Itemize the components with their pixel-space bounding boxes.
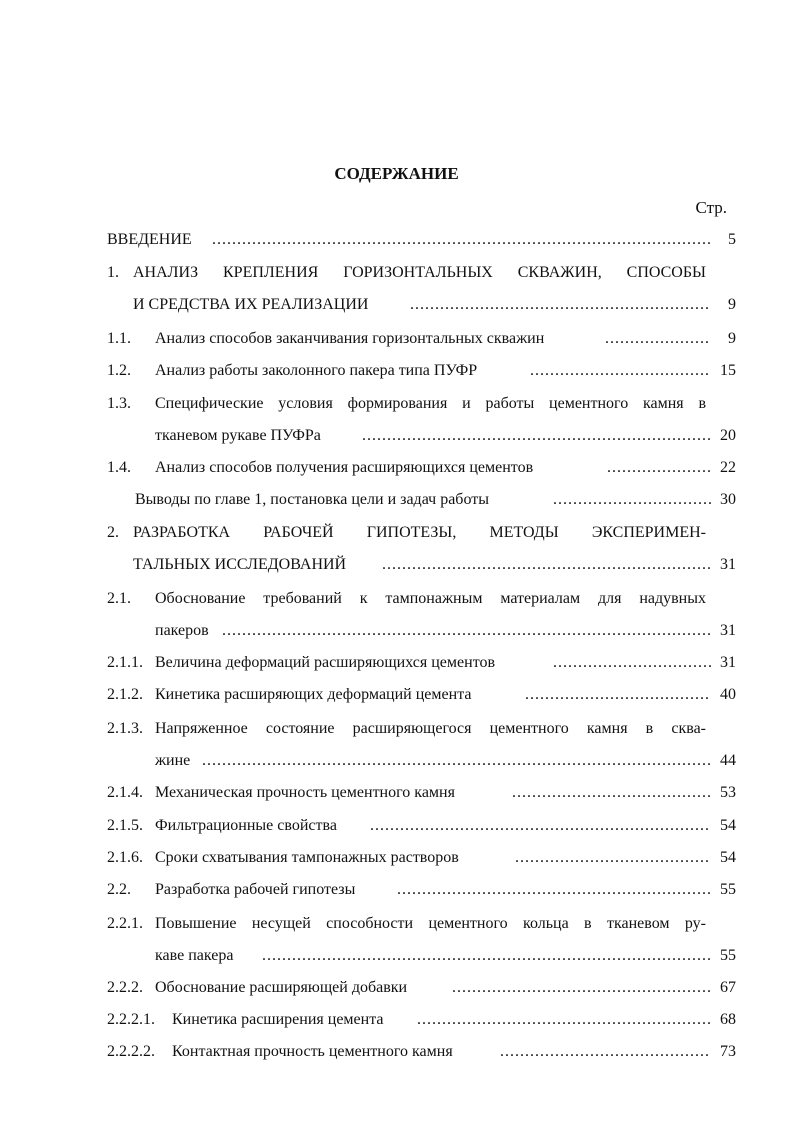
toc-entry-number: 2.1.3. <box>107 720 143 737</box>
toc-entry-number: 2.2.2.1. <box>107 1011 155 1028</box>
toc-leader <box>553 651 711 675</box>
toc-entry <box>0 651 793 675</box>
toc-entry <box>0 488 793 512</box>
toc-entry <box>0 878 793 902</box>
toc-leader <box>397 878 711 902</box>
toc-entry-text: Сроки схватывания тампонажных растворов <box>155 849 459 866</box>
toc-entry-number: 1.1. <box>107 330 131 347</box>
toc-entry-text: ТАЛЬНЫХ ИССЛЕДОВАНИЙ <box>133 556 347 573</box>
toc-entry-text: Анализ работы заколонного пакера типа ПУФР <box>155 362 478 379</box>
toc-entry-text: тканевом рукаве ПУФРа <box>155 427 321 444</box>
toc-entry-page: 31 <box>720 654 736 671</box>
toc-entry <box>0 327 793 351</box>
toc-entry-number: 2.1.5. <box>107 817 143 834</box>
toc-entry-page: 44 <box>720 752 736 769</box>
toc-entry-number: 2.1. <box>107 590 131 607</box>
toc-entry <box>0 424 793 448</box>
toc-entry <box>0 293 793 317</box>
toc-entry-number: 2.2.2. <box>107 979 143 996</box>
toc-entry-text: Анализ способов заканчивания горизонтальных скважин <box>155 330 545 347</box>
toc-entry-page: 40 <box>720 686 736 703</box>
toc-entry-text: Анализ способов получения расширяющихся цементов <box>155 459 534 476</box>
toc-entry <box>0 619 793 643</box>
toc-leader <box>607 456 711 480</box>
toc-entry-number: 2.1.4. <box>107 784 143 801</box>
toc-entry-text: Выводы по главе 1, постановка цели и задач работы <box>135 491 489 508</box>
toc-entry-text-line1: АНАЛИЗ КРЕПЛЕНИЯ ГОРИЗОНТАЛЬНЫХ СКВАЖИН, СПОСОБЫ <box>133 264 706 281</box>
toc-entry-number: 2.2.2.2. <box>107 1043 155 1060</box>
toc-entry-number: 2. <box>107 524 119 541</box>
toc-entry <box>0 456 793 480</box>
toc-entry-page: 54 <box>720 849 736 866</box>
toc-leader <box>605 327 711 351</box>
toc-leader <box>452 976 711 1000</box>
toc-leader <box>212 228 711 252</box>
toc-leader <box>515 846 711 870</box>
toc-leader <box>525 683 711 707</box>
toc-entry <box>0 944 793 968</box>
toc-entry-number: 1.3. <box>107 395 131 412</box>
toc-leader <box>362 424 711 448</box>
toc-entry <box>0 228 793 252</box>
toc-entry-page: 73 <box>720 1043 736 1060</box>
toc-entry <box>0 749 793 773</box>
toc-entry <box>0 1040 793 1064</box>
toc-entry-text: Фильтрационные свойства <box>155 817 337 834</box>
toc-entry-page: 53 <box>720 784 736 801</box>
toc-entry-text-line1: Специфические условия формирования и работы цементного камня в <box>155 395 706 412</box>
toc-entry-page: 5 <box>728 231 736 248</box>
toc-entry-number: 1. <box>107 264 119 281</box>
toc-leader <box>222 619 711 643</box>
toc-entry <box>0 553 793 577</box>
toc-entry-text: И СРЕДСТВА ИХ РЕАЛИЗАЦИИ <box>133 296 369 313</box>
toc-entry-text-line1: Напряженное состояние расширяющегося цементного камня в сква- <box>155 720 706 737</box>
toc-entry-number: 2.1.2. <box>107 686 143 703</box>
toc-entry-text: Кинетика расширяющих деформаций цемента <box>155 686 472 703</box>
toc-entry <box>0 683 793 707</box>
toc-entry-page: 22 <box>720 459 736 476</box>
toc-entry-text: Механическая прочность цементного камня <box>155 784 455 801</box>
toc-entry-text: Кинетика расширения цемента <box>172 1011 384 1028</box>
toc-entry-text: Разработка рабочей гипотезы <box>155 881 356 898</box>
toc-leader <box>500 1040 711 1064</box>
toc-entry <box>0 781 793 805</box>
toc-entry-page: 20 <box>720 427 736 444</box>
toc-entry-number: 1.2. <box>107 362 131 379</box>
toc-entry-page: 67 <box>720 979 736 996</box>
toc-entry-text: Обоснование расширяющей добавки <box>155 979 408 996</box>
toc-entry-text: пакеров <box>155 622 209 639</box>
toc-entry-page: 68 <box>720 1011 736 1028</box>
toc-leader <box>262 944 711 968</box>
toc-entry-page: 55 <box>720 947 736 964</box>
toc-leader <box>530 359 711 383</box>
toc-entry-page: 31 <box>720 622 736 639</box>
toc-entry <box>0 1008 793 1032</box>
toc-entry-number: 1.4. <box>107 459 131 476</box>
toc-entry <box>0 359 793 383</box>
toc-leader <box>410 293 711 317</box>
toc-entry-page: 9 <box>728 296 736 313</box>
page-title: СОДЕРЖАНИЕ <box>334 164 459 183</box>
toc-leader <box>202 749 711 773</box>
toc-entry-text: каве пакера <box>155 947 234 964</box>
toc-entry-page: 55 <box>720 881 736 898</box>
toc-entry-text-line1: РАЗРАБОТКА РАБОЧЕЙ ГИПОТЕЗЫ, МЕТОДЫ ЭКСПЕРИМЕН- <box>133 524 706 541</box>
toc-entry-page: 54 <box>720 817 736 834</box>
toc-entry-number: 2.2.1. <box>107 915 143 932</box>
toc-leader <box>417 1008 711 1032</box>
toc-leader <box>370 814 711 838</box>
toc-entry-page: 30 <box>720 491 736 508</box>
toc-entry-page: 15 <box>720 362 736 379</box>
toc-entry-text: ВВЕДЕНИЕ <box>107 231 192 248</box>
toc-entry-text: жине <box>155 752 191 769</box>
toc-entry <box>0 846 793 870</box>
toc-entry-text: Величина деформаций расширяющихся цементов <box>155 654 496 671</box>
toc-entry <box>0 814 793 838</box>
toc-entry <box>0 976 793 1000</box>
toc-leader <box>382 553 711 577</box>
toc-entry-text-line1: Повышение несущей способности цементного кольца в тканевом ру- <box>155 915 706 932</box>
toc-entry-number: 2.2. <box>107 881 131 898</box>
toc-leader <box>512 781 711 805</box>
toc-entry-text-line1: Обоснование требований к тампонажным материалам для надувных <box>155 590 706 607</box>
toc-entry-text: Контактная прочность цементного камня <box>172 1043 453 1060</box>
toc-entry-number: 2.1.1. <box>107 654 143 671</box>
page-column-label: Стр. <box>695 198 727 217</box>
toc-leader <box>553 488 711 512</box>
toc-entry-page: 9 <box>728 330 736 347</box>
toc-entry-number: 2.1.6. <box>107 849 143 866</box>
toc-entry-page: 31 <box>720 556 736 573</box>
